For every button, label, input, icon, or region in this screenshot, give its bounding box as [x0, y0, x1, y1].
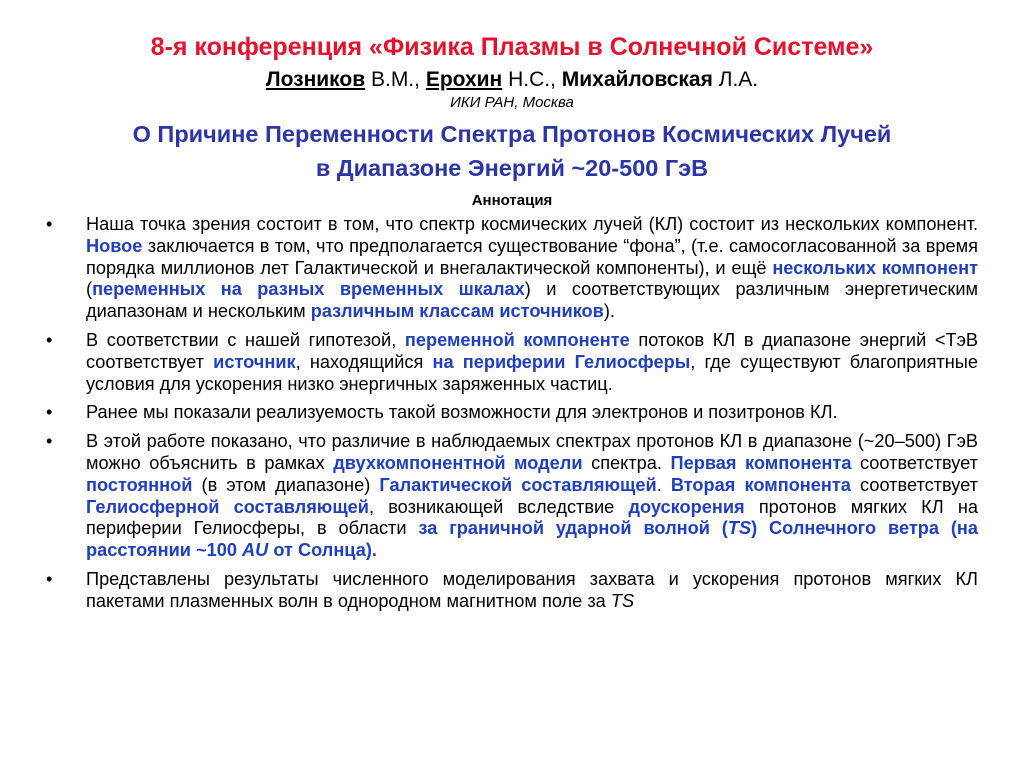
body-text: ). [603, 301, 615, 322]
highlighted-text: переменных на разных временных шкалах [92, 279, 525, 300]
author-initials: Н.С. [502, 68, 551, 91]
body-text: ( [86, 279, 93, 300]
body-text: В соответствии с нашей гипотезой, [86, 329, 405, 350]
highlighted-text: на периферии Гелиосферы [432, 351, 691, 372]
paper-title [46, 117, 978, 185]
paper-title-line-1: О Причине Переменности Спектра Протонов Космических Лучей [132, 121, 892, 147]
body-text: соответствует [850, 474, 979, 495]
abstract-bullet-item [46, 330, 978, 395]
body-text: соответствует [851, 452, 978, 473]
highlighted-text: TS [610, 590, 635, 611]
body-text: , возникающей вследствие [368, 496, 629, 517]
conference-title: 8-я конференция «Физика Плазмы в Солнечной Системе» [150, 33, 874, 61]
author-surname: Михайловская [561, 68, 713, 91]
body-text: потоков КЛ в диапазоне энергий <ТэВ соответствует [86, 329, 978, 372]
bullet-dot-icon: • [46, 568, 53, 589]
bullet-dot-icon: • [46, 329, 53, 350]
highlighted-text: различным классам источников [310, 301, 604, 322]
author-1 [266, 68, 426, 91]
body-text: (в этом диапазоне) [192, 474, 380, 495]
highlighted-text: Вторая компонента [670, 474, 851, 495]
slide-header [46, 30, 978, 185]
body-text: Наша точка зрения состоит в том, что спектр космических лучей (КЛ) состоит из нескольких компонент. [86, 214, 978, 234]
highlighted-text: источник [213, 351, 296, 372]
highlighted-text: Галактической составляющей [379, 474, 657, 495]
highlighted-text: нескольких компонент [772, 257, 978, 278]
body-text: ) и соответствующих различным энергетическим диапазонам и нескольким [86, 279, 978, 322]
highlighted-text: TS [727, 518, 752, 539]
body-text: . [656, 474, 671, 495]
highlighted-text: за граничной ударной волной ( [418, 518, 728, 539]
highlighted-text: переменной компоненте [404, 329, 630, 350]
body-text: спектра. [582, 452, 671, 473]
abstract-bullet-item [46, 214, 978, 323]
highlighted-text: от Солнца). [268, 540, 377, 561]
highlighted-text: Новое [86, 235, 143, 256]
author-surname: Лозников [265, 68, 366, 91]
abstract-list [46, 214, 978, 613]
highlighted-text: доускорения [628, 496, 745, 517]
body-text: заключается в том, что предполагается существование “фона”, (т.е. самосогласованной за время порядка миллионов лет Галактической и внегалактической компоненты), и ещё [86, 235, 978, 278]
authors-line [46, 66, 978, 93]
body-text: , находящийся [295, 351, 433, 372]
author-separator: , [414, 68, 426, 91]
abstract-heading: Аннотация [471, 192, 553, 209]
paper-title-line-2: в Диапазоне Энергий ~20-500 ГэВ [315, 155, 709, 181]
highlighted-text: ) Солнечного ветра (на расстоянии ~100 [86, 518, 978, 561]
bullet-dot-icon: • [46, 214, 53, 234]
abstract-bullet-item [46, 402, 978, 424]
body-text: В этой работе показано, что различие в наблюдаемых спектрах протонов КЛ в диапазоне (~20–500) ГэВ можно объяснить в рамках [86, 431, 978, 473]
abstract-bullet-item [46, 431, 978, 562]
body-text: Ранее мы показали реализуемость такой возможности для электронов и позитронов КЛ. [86, 402, 838, 423]
author-2 [426, 68, 562, 91]
author-separator: , [550, 68, 562, 91]
body-text: , где существуют благоприятные условия для ускорения низко энергичных заряженных частиц. [86, 351, 978, 394]
author-surname: Ерохин [425, 68, 503, 91]
affiliation: ИКИ РАН, Москва [450, 94, 574, 111]
highlighted-text: постоянной [86, 474, 193, 495]
author-initials: В.М. [365, 68, 415, 91]
highlighted-text: Первая компонента [670, 452, 852, 473]
highlighted-text: AU [242, 540, 269, 561]
author-3 [562, 68, 758, 91]
bullet-dot-icon: • [46, 402, 53, 423]
highlighted-text: двухкомпонентной модели [333, 452, 583, 473]
highlighted-text: Гелиосферной составляющей [86, 496, 369, 517]
body-text: протонов мягких КЛ на периферии Гелиосферы, в области [86, 496, 978, 539]
author-initials: Л.А. [712, 68, 759, 91]
bullet-dot-icon: • [46, 431, 53, 452]
body-text: Представлены результаты численного моделирования захвата и ускорения протонов мягких КЛ пакетами плазменных волн в однородном магнитном поле за [86, 568, 978, 611]
abstract-bullet-item [46, 569, 978, 613]
